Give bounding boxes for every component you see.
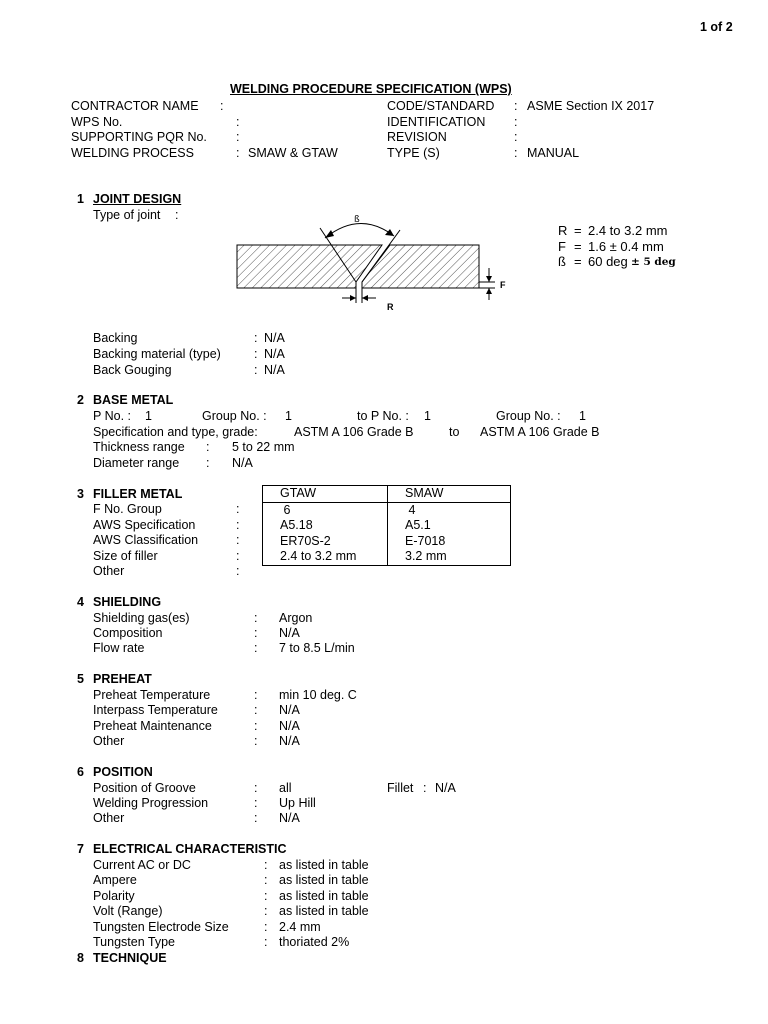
group-no2-value: 1 — [579, 409, 586, 423]
preheat-maintenance-label: Preheat Maintenance — [93, 719, 212, 733]
header-colon: : — [236, 130, 240, 144]
field-colon: : — [254, 688, 258, 702]
table-header-row — [263, 486, 511, 503]
dim-equals: = — [574, 239, 582, 254]
field-colon: : — [236, 518, 240, 532]
spec-label: Specification and type, grade: — [93, 425, 258, 439]
section-number: 8 — [77, 951, 84, 965]
shielding-gas-value: Argon — [279, 611, 313, 625]
gtaw-cell: 6 — [263, 502, 388, 518]
field-colon: : — [254, 811, 258, 825]
header-colon: : — [236, 115, 240, 129]
field-colon: : — [264, 858, 268, 872]
dim-equals: = — [574, 223, 582, 238]
section-number: 4 — [77, 595, 84, 609]
position-of-groove-value: all — [279, 781, 292, 795]
backing-material-label: Backing material (type) — [93, 347, 221, 361]
tungsten-type-label: Tungsten Type — [93, 935, 176, 949]
section-number: 5 — [77, 672, 84, 686]
field-colon: : — [206, 440, 210, 454]
spec-to-value: ASTM A 106 Grade B — [480, 425, 600, 439]
dim-beta-value: 60 deg — [588, 254, 628, 269]
aws-classification-label: AWS Classification — [93, 533, 199, 547]
joint-design-heading: JOINT DESIGN — [93, 192, 182, 206]
shielding-heading: SHIELDING — [93, 595, 162, 609]
spec-from-value: ASTM A 106 Grade B — [294, 425, 414, 439]
p-no-label: P No. : — [93, 409, 131, 423]
field-colon: : — [254, 611, 258, 625]
position-other-value: N/A — [279, 811, 300, 825]
dim-symbol: ß — [558, 254, 566, 269]
field-colon: : — [264, 920, 268, 934]
size-of-filler-label: Size of filler — [93, 549, 158, 563]
backing-value: N/A — [264, 331, 285, 345]
field-colon: : — [236, 549, 240, 563]
welding-progression-value: Up Hill — [279, 796, 316, 810]
f-no-group-label: F No. Group — [93, 502, 162, 516]
gtaw-cell: A5.18 — [263, 518, 388, 534]
left-plate — [237, 245, 382, 288]
beta-label: ß — [354, 215, 360, 225]
code-standard-value: ASME Section IX 2017 — [527, 99, 655, 113]
type-of-joint-label: Type of joint — [93, 208, 161, 222]
shielding-gas-label: Shielding gas(es) — [93, 611, 190, 625]
filler-metal-table — [262, 485, 511, 566]
smaw-cell: 3.2 mm — [388, 549, 511, 565]
composition-label: Composition — [93, 626, 163, 640]
interpass-temperature-label: Interpass Temperature — [93, 703, 218, 717]
f-label: F — [500, 280, 506, 290]
field-colon: : — [236, 502, 240, 516]
preheat-other-value: N/A — [279, 734, 300, 748]
position-heading: POSITION — [93, 765, 153, 779]
smaw-header: SMAW — [388, 486, 511, 503]
position-other-label: Other — [93, 811, 125, 825]
fillet-colon: : — [423, 781, 427, 795]
volt-range-value: as listed in table — [279, 904, 369, 918]
smaw-cell: A5.1 — [388, 518, 511, 534]
type-value: MANUAL — [527, 146, 580, 160]
preheat-temperature-value: min 10 deg. C — [279, 688, 357, 702]
base-metal-heading: BASE METAL — [93, 393, 174, 407]
field-colon: : — [236, 533, 240, 547]
r-label: R — [387, 302, 394, 312]
backing-label: Backing — [93, 331, 138, 345]
type-label: TYPE (S) — [387, 146, 440, 160]
welding-progression-label: Welding Progression — [93, 796, 209, 810]
smaw-cell: E-7018 — [388, 534, 511, 550]
contractor-name-label: CONTRACTOR NAME — [71, 99, 199, 113]
field-colon: : — [254, 734, 258, 748]
flow-rate-label: Flow rate — [93, 641, 145, 655]
header-colon: : — [514, 115, 518, 129]
thickness-range-value: 5 to 22 mm — [232, 440, 295, 454]
group-no2-label: Group No. : — [496, 409, 561, 423]
gtaw-cell: ER70S-2 — [263, 534, 388, 550]
welding-process-label: WELDING PROCESS — [71, 146, 194, 160]
other-label: Other — [93, 564, 125, 578]
preheat-temperature-label: Preheat Temperature — [93, 688, 211, 702]
dim-f-value: 1.6 ± 0.4 mm — [588, 239, 664, 254]
section-number: 7 — [77, 842, 84, 856]
header-colon: : — [514, 146, 518, 160]
right-plate — [362, 245, 479, 288]
to-p-no-label: to P No. : — [357, 409, 409, 423]
field-colon: : — [264, 935, 268, 949]
aws-specification-label: AWS Specification — [93, 518, 196, 532]
filler-metal-heading: FILLER METAL — [93, 487, 183, 501]
field-colon: : — [254, 796, 258, 810]
code-standard-label: CODE/STANDARD — [387, 99, 495, 113]
section-number: 1 — [77, 192, 84, 206]
backing-material-value: N/A — [264, 347, 285, 361]
dim-equals: = — [574, 254, 582, 269]
header-colon: : — [220, 99, 224, 113]
polarity-label: Polarity — [93, 889, 135, 903]
section-number: 2 — [77, 393, 84, 407]
angle-arc — [325, 223, 394, 238]
fillet-value: N/A — [435, 781, 456, 795]
position-of-groove-label: Position of Groove — [93, 781, 196, 795]
supporting-pqr-label: SUPPORTING PQR No. — [71, 130, 207, 144]
current-label: Current AC or DC — [93, 858, 191, 872]
table-row — [263, 549, 511, 565]
table-row — [263, 502, 511, 518]
tungsten-electrode-size-value: 2.4 mm — [279, 920, 321, 934]
section-number: 3 — [77, 487, 84, 501]
diameter-range-value: N/A — [232, 456, 253, 470]
p-no-value: 1 — [145, 409, 152, 423]
field-colon: : — [264, 889, 268, 903]
thickness-range-label: Thickness range — [93, 440, 185, 454]
dim-symbol: F — [558, 239, 566, 254]
field-colon: : — [254, 363, 258, 377]
field-colon: : — [254, 781, 258, 795]
tungsten-type-value: thoriated 2% — [279, 935, 350, 949]
preheat-other-label: Other — [93, 734, 125, 748]
welding-process-value: SMAW & GTAW — [248, 146, 338, 160]
table-row — [263, 518, 511, 534]
section-number: 6 — [77, 765, 84, 779]
field-colon: : — [206, 456, 210, 470]
gtaw-header: GTAW — [263, 486, 388, 503]
flow-rate-value: 7 to 8.5 L/min — [279, 641, 355, 655]
field-colon: : — [236, 564, 240, 578]
field-colon: : — [254, 331, 258, 345]
field-colon: : — [254, 641, 258, 655]
identification-label: IDENTIFICATION — [387, 115, 486, 129]
field-colon: : — [264, 904, 268, 918]
group-no-value: 1 — [285, 409, 292, 423]
diameter-range-label: Diameter range — [93, 456, 180, 470]
back-gouging-label: Back Gouging — [93, 363, 172, 377]
interpass-temperature-value: N/A — [279, 703, 300, 717]
current-value: as listed in table — [279, 858, 369, 872]
to-p-no-value: 1 — [424, 409, 431, 423]
type-of-joint-colon: : — [175, 208, 179, 222]
header-colon: : — [514, 99, 518, 113]
tungsten-electrode-size-label: Tungsten Electrode Size — [93, 920, 229, 934]
header-colon: : — [514, 130, 518, 144]
document-title: WELDING PROCEDURE SPECIFICATION (WPS) — [230, 82, 512, 96]
preheat-heading: PREHEAT — [93, 672, 152, 686]
spec-to-label: to — [449, 425, 460, 439]
dim-beta-tolerance: ± 5 deg — [631, 256, 676, 268]
fillet-label: Fillet — [387, 781, 414, 795]
gtaw-cell: 2.4 to 3.2 mm — [263, 549, 388, 565]
table-row — [263, 534, 511, 550]
wps-no-label: WPS No. — [71, 115, 123, 129]
header-colon: : — [236, 146, 240, 160]
field-colon: : — [254, 626, 258, 640]
joint-diagram — [230, 208, 520, 318]
composition-value: N/A — [279, 626, 300, 640]
smaw-cell: 4 — [388, 502, 511, 518]
group-no-label: Group No. : — [202, 409, 267, 423]
field-colon: : — [254, 719, 258, 733]
dim-r-value: 2.4 to 3.2 mm — [588, 223, 668, 238]
dim-symbol: R — [558, 223, 568, 238]
back-gouging-value: N/A — [264, 363, 285, 377]
electrical-heading: ELECTRICAL CHARACTERISTIC — [93, 842, 287, 856]
technique-heading: TECHNIQUE — [93, 951, 167, 965]
field-colon: : — [264, 873, 268, 887]
ampere-value: as listed in table — [279, 873, 369, 887]
page-indicator: 1 of 2 — [700, 20, 733, 34]
ampere-label: Ampere — [93, 873, 137, 887]
volt-range-label: Volt (Range) — [93, 904, 163, 918]
preheat-maintenance-value: N/A — [279, 719, 300, 733]
polarity-value: as listed in table — [279, 889, 369, 903]
field-colon: : — [254, 703, 258, 717]
field-colon: : — [254, 347, 258, 361]
revision-label: REVISION — [387, 130, 447, 144]
